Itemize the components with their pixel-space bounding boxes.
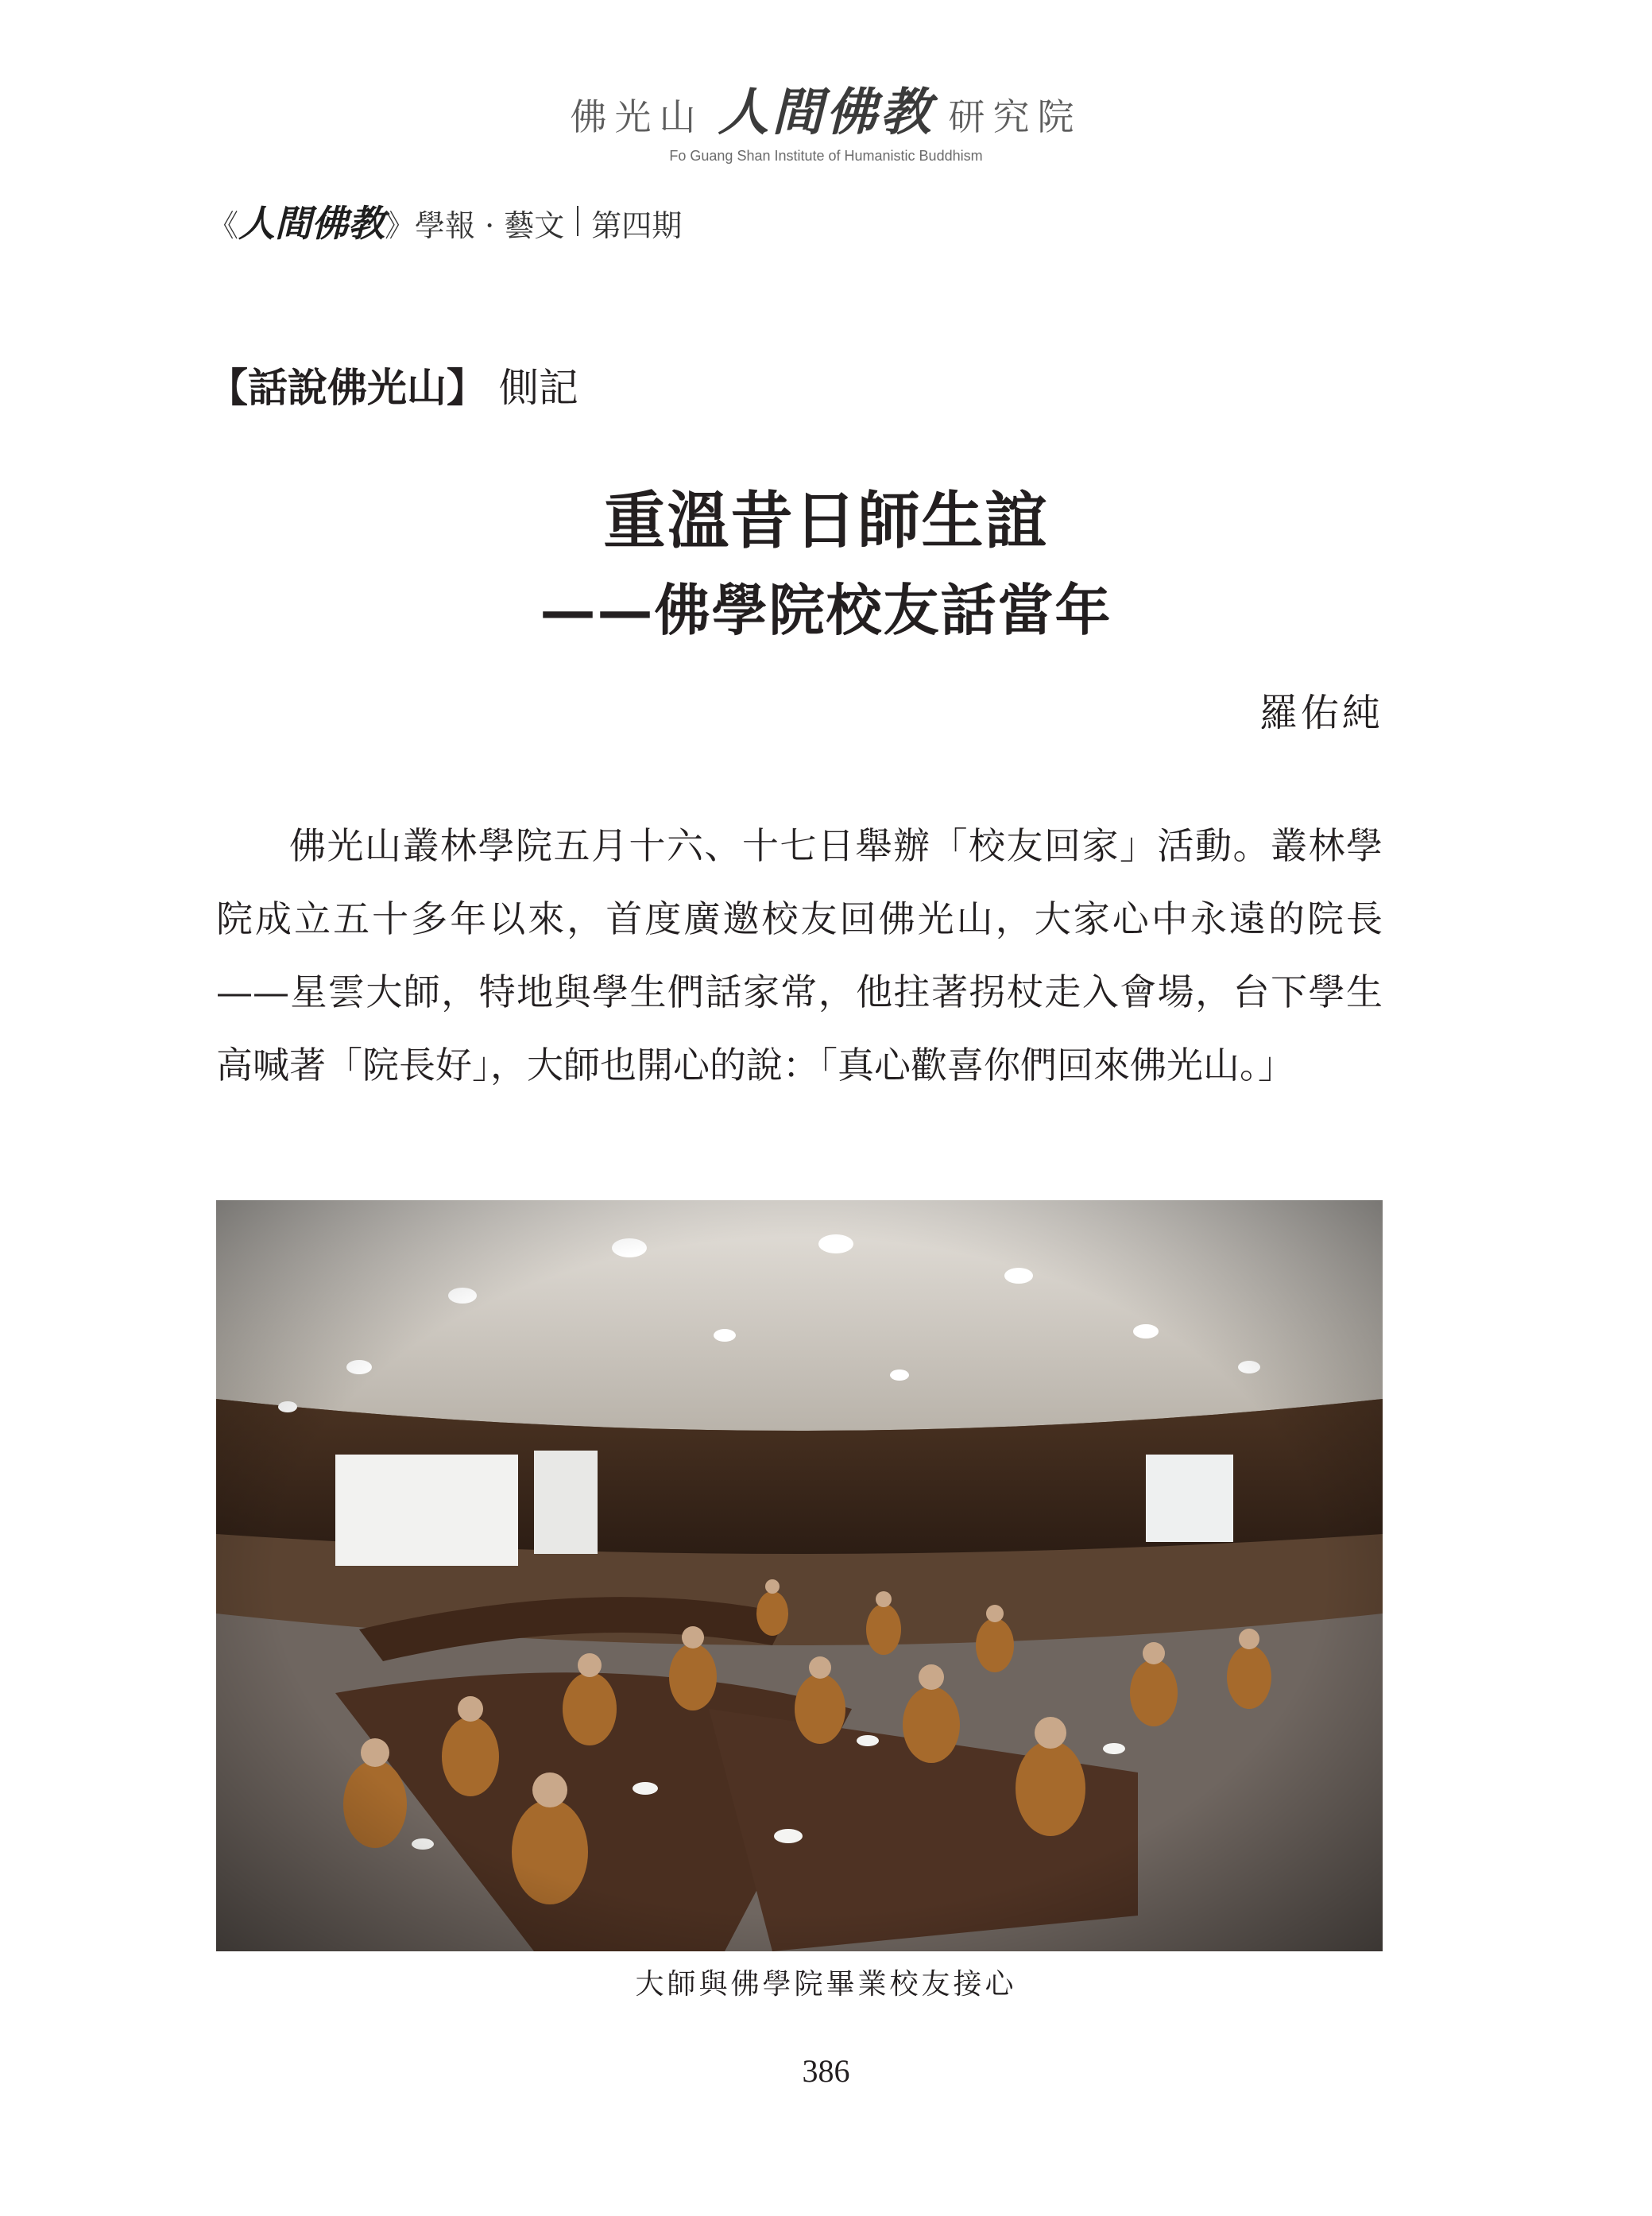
journal-name: 人間佛教 xyxy=(238,202,385,245)
institute-logo xyxy=(571,72,1082,145)
article-paragraph: 佛光山叢林學院五月十六、十七日舉辦「校友回家」活動。叢林學院成立五十多年以來，首度廣邀校友回佛光山，大家心中永遠的院長——星雲大師，特地與學生們話家常，他拄著拐杖走入會場，台下學生高喊著「院長好」，大師也開心的說：「真心歡喜你們回來佛光山。」 xyxy=(216,824,1383,1087)
journal-divider xyxy=(577,206,578,236)
column-name: 話說佛光山 xyxy=(248,364,447,411)
column-suffix: 側記 xyxy=(498,365,578,411)
journal-running-head xyxy=(208,195,682,247)
column-close-bracket: 】 xyxy=(447,364,486,411)
page-number: 386 xyxy=(802,2053,850,2089)
column-label xyxy=(208,356,578,413)
conference-room-photo xyxy=(216,1200,1383,1951)
institute-name-left: 佛光山 xyxy=(570,95,704,138)
article-title: 重溫昔日師生誼 xyxy=(603,485,1049,557)
photo-caption: 大師與佛學院畢業校友接心 xyxy=(635,1968,1017,2001)
institute-header xyxy=(0,72,1652,165)
institute-english-name: Fo Guang Shan Institute of Humanistic Buddhism xyxy=(669,148,983,164)
journal-issue: 第四期 xyxy=(591,208,683,243)
journal-open-bracket: 《 xyxy=(208,208,239,243)
institute-name-right: 研究院 xyxy=(948,95,1082,138)
column-open-bracket: 【 xyxy=(208,364,248,411)
institute-brand-calligraphy: 人間佛教 xyxy=(718,83,934,142)
article-author: 羅佑純 xyxy=(1259,691,1383,735)
article-subtitle: ——佛學院校友話當年 xyxy=(540,577,1112,643)
journal-section: 學報 · 藝文 xyxy=(415,208,565,243)
journal-close-bracket: 》 xyxy=(385,208,416,243)
